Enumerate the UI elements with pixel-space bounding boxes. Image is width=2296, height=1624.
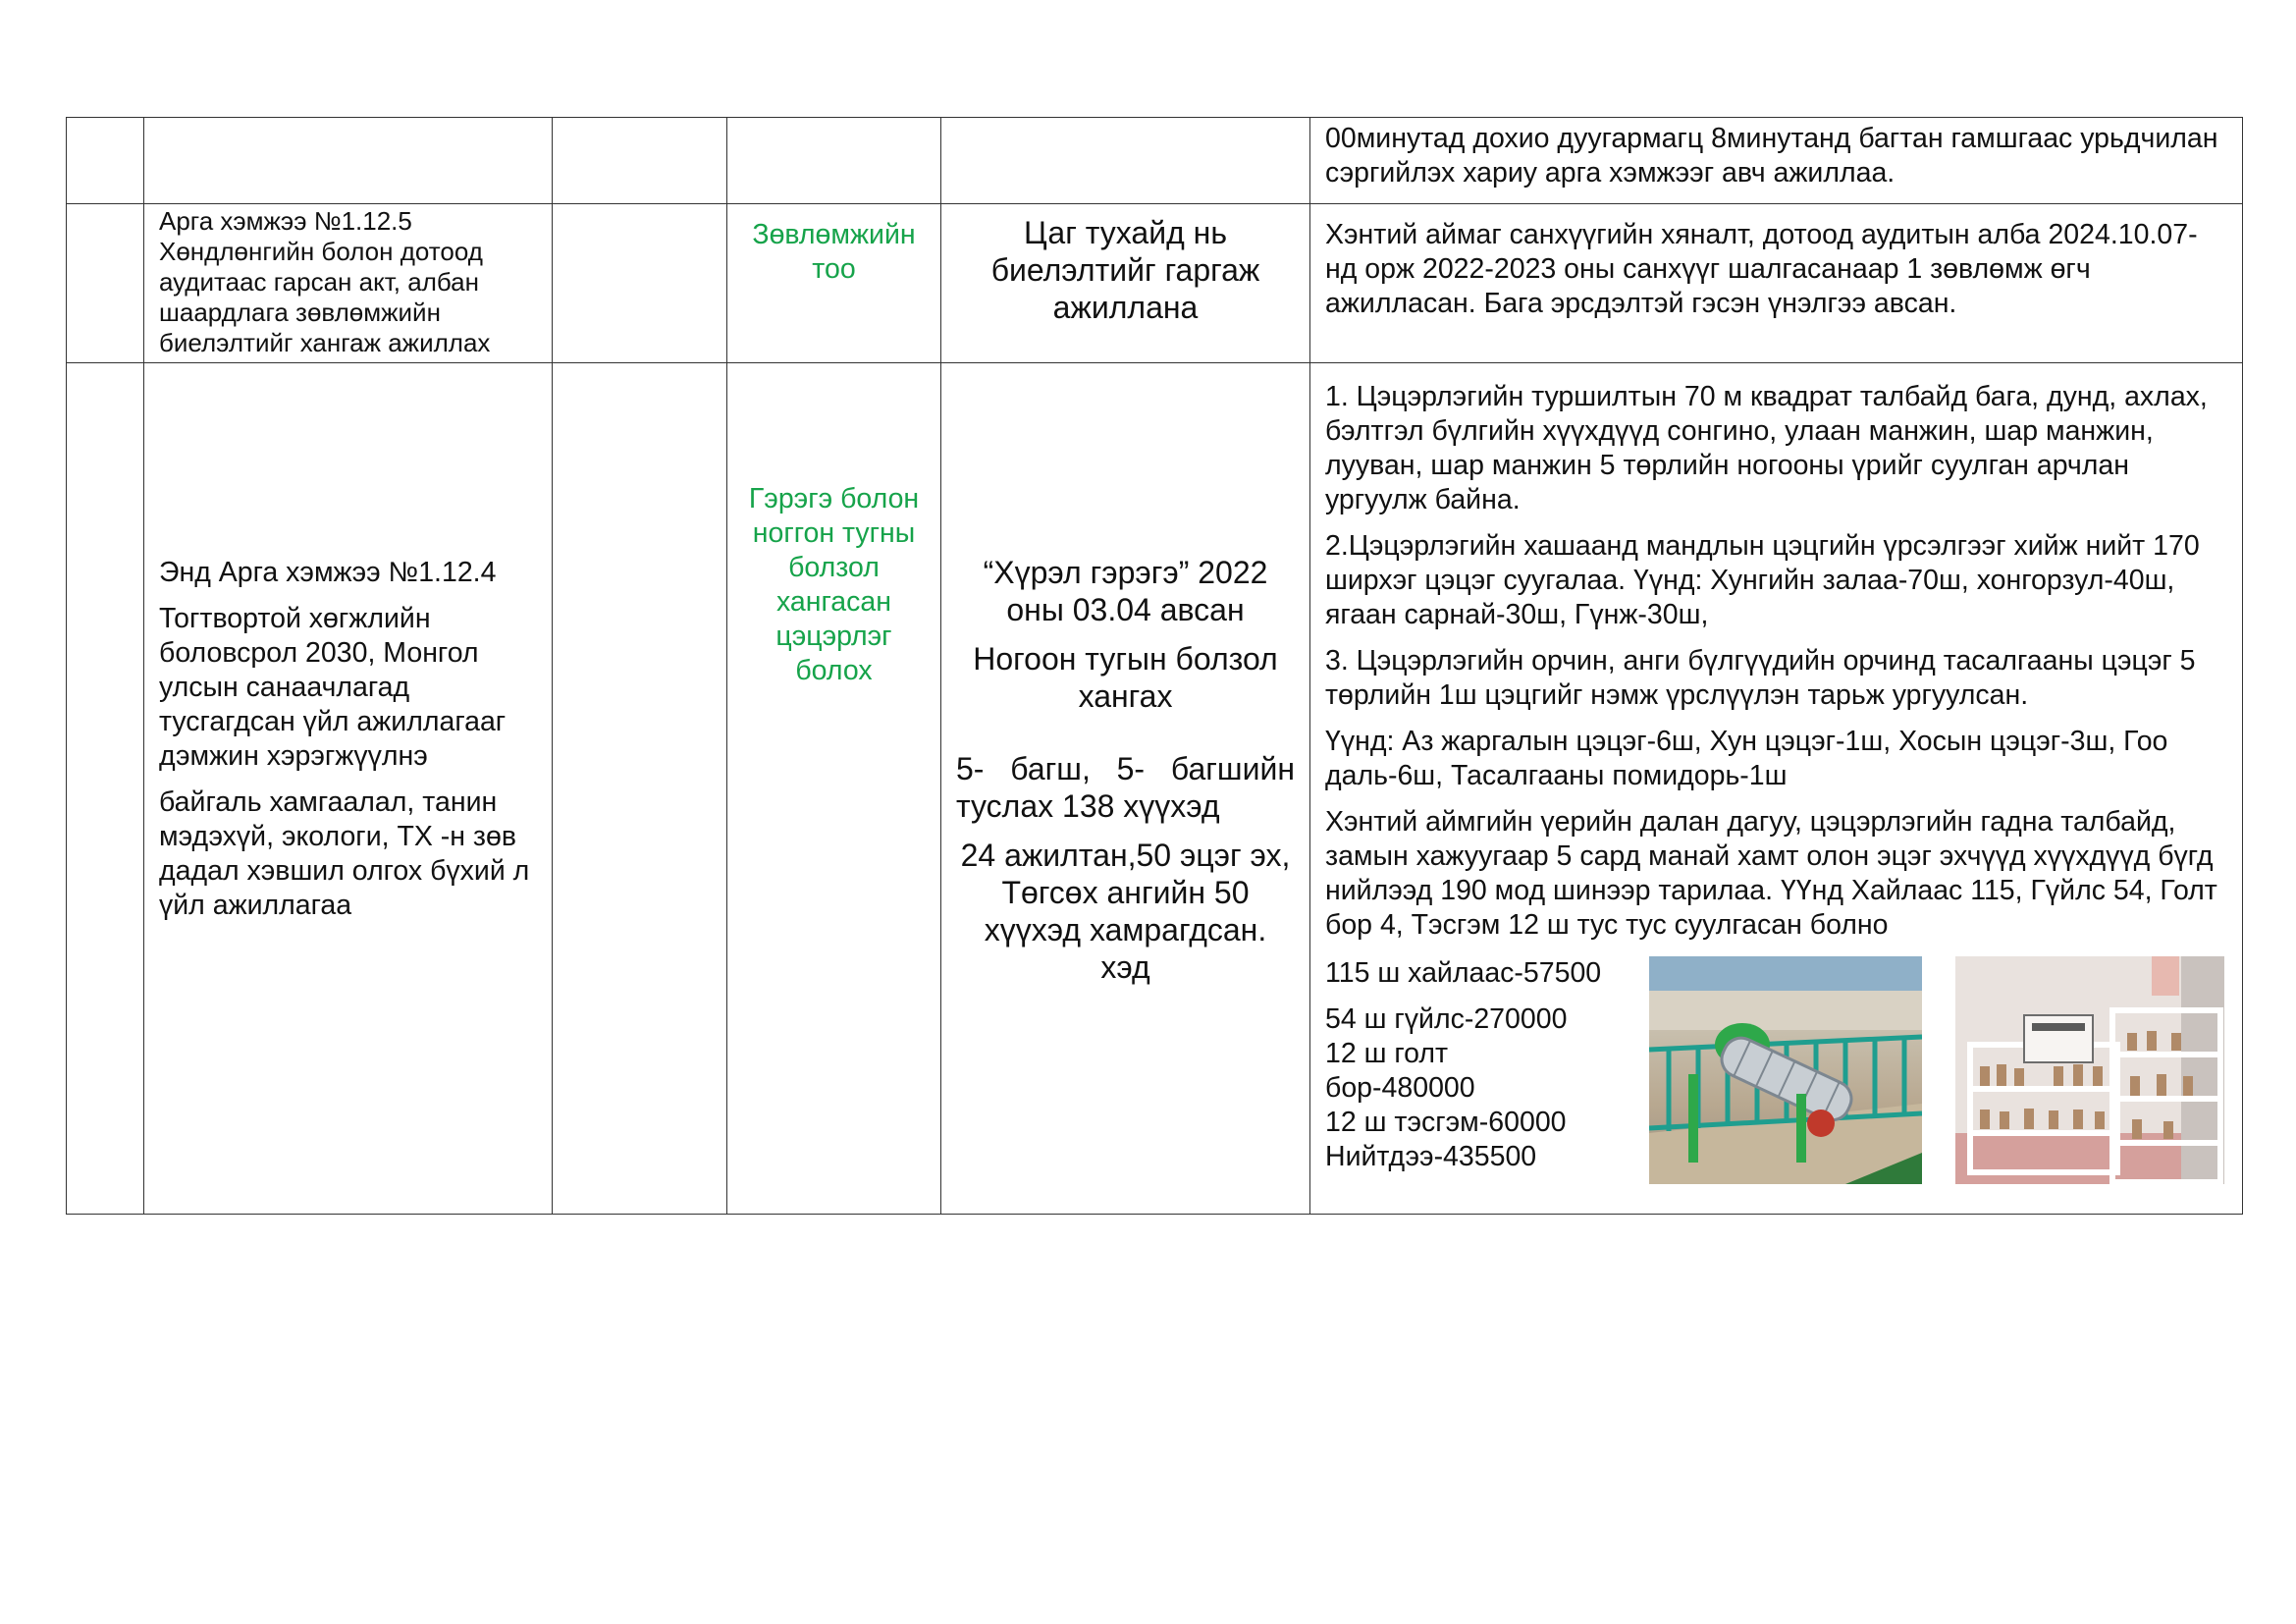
cell-empty	[553, 363, 727, 1215]
cell-measure	[144, 204, 553, 363]
indicator-text: Зөвлөмжийн тоо	[752, 219, 916, 285]
table-row	[67, 118, 2243, 204]
cell-number	[67, 363, 144, 1215]
photo-bottle-collector	[1649, 956, 1922, 1184]
cell-indicator	[727, 204, 941, 363]
measure-title: Энд Арга хэмжээ №1.12.4	[159, 557, 497, 588]
cell-empty	[553, 204, 727, 363]
measure-text: Арга хэмжээ №1.12.5 Хөндлөнгийн болон дотоод аудитаас гарсан акт, албан шаардлага зөвлөмжийн биелэлтийг хангаж ажиллах	[159, 206, 491, 357]
cell-target	[941, 118, 1310, 204]
cell-indicator	[727, 118, 941, 204]
cost-item: 115 ш хайлаас-57500	[1325, 957, 1602, 989]
cell-target	[941, 204, 1310, 363]
result-text: Хэнтий аймаг санхүүгийн хяналт, дотоод аудитын алба 2024.10.07-нд орж 2022-2023 оны санхүүг шалгасанаар 1 зөвлөмж өгч ажилласан. Бага эрсдэлтэй гэсэн үнэлгээ авсан.	[1325, 219, 2198, 319]
table-row	[67, 363, 2243, 1215]
action-plan-table	[66, 117, 2243, 1215]
table-row	[67, 204, 2243, 363]
result-paragraph-2: 2.Цэцэрлэгийн хашаанд мандлын цэцгийн үрсэлгээг хийж нийт 170 ширхэг цэцэг суугалаа. Үүнд: Хунгийн залаа-70ш, хонгорзул-40ш, ягаан сарнай-30ш, Гүнж-30ш,	[1325, 530, 2200, 630]
measure-body: Тогтвортой хөгжлийн боловсрол 2030, Монгол улсын санаачлагад тусгагдсан үйл ажиллагааг дэмжин хэрэгжүүлнэ	[159, 603, 507, 772]
target-text-3: 5- багш, 5- багшийн туслах 138 хүүхэд	[956, 751, 1295, 824]
result-paragraph-3: 3. Цэцэрлэгийн орчин, анги бүлгүүдийн орчинд тасалгааны цэцэг 5 төрлийн 1ш цэцгийг нэмж үрслүүлэн тарьж ургуулсан.	[1325, 645, 2196, 711]
cell-measure	[144, 363, 553, 1215]
target-text: Цаг тухайд нь биелэлтийг гаргаж ажиллана	[990, 215, 1260, 325]
cell-number	[67, 118, 144, 204]
cost-list	[1325, 956, 1649, 1174]
measure-extra: байгаль хамгаалал, танин мэдэхүй, экологи, ТХ -н зөв дадал хэвшил олгох бүхий л үйл ажиллагаа	[159, 786, 530, 921]
cell-measure	[144, 118, 553, 204]
photos-and-costs	[1325, 956, 2227, 1184]
cost-item: 12 ш голт бор-480000	[1325, 1038, 1475, 1104]
cell-target	[941, 363, 1310, 1215]
result-paragraph-5: Хэнтий аймгийн үерийн далан дагуу, цэцэрлэгийн гадна талбайд, замын хажуугаар 5 сард манай хамт олон эцэг эхчүүд хүүхдүүд бүгд нийлээд 190 мод шинээр тарилаа. ҮҮнд Хайлаас 115, Гүйлс 54, Голт бор 4, Тэсгэм 12 ш тус тус суулгасан болно	[1325, 806, 2217, 941]
photo-display-shelf-image	[1955, 956, 2224, 1184]
cell-result	[1310, 204, 2243, 363]
cost-item: 54 ш гүйлс-270000	[1325, 1003, 1568, 1035]
result-paragraph-4: Үүнд: Аз жаргалын цэцэг-6ш, Хун цэцэг-1ш, Хосын цэцэг-3ш, Гоо даль-6ш, Тасалгааны помидорь-1ш	[1325, 726, 2168, 791]
cell-indicator	[727, 363, 941, 1215]
target-text-2: Ногоон тугын болзол хангах	[973, 641, 1278, 714]
target-text-1: “Хүрэл гэрэгэ” 2022 оны 03.04 авсан	[983, 555, 1268, 627]
result-text: 00минутад дохио дуугармагц 8минутанд багтан гамшгаас урьдчилан сэргийлэх хариу арга хэмжээг авч ажиллаа.	[1325, 123, 2218, 189]
indicator-text: Гэрэгэ болон ноггон тугны болзол хангасан цэцэрлэг болох	[748, 483, 920, 686]
cell-result	[1310, 118, 2243, 204]
cell-result	[1310, 363, 2243, 1215]
photo-display-shelf	[1955, 956, 2224, 1184]
cell-empty	[553, 118, 727, 204]
cost-total: Нийтдээ-435500	[1325, 1141, 1537, 1172]
result-paragraph-1: 1. Цэцэрлэгийн туршилтын 70 м квадрат талбайд бага, дунд, ахлах, бэлтгэл бүлгийн хүүхдүүд сонгино, улаан манжин, шар манжин, лууван, шар манжин 5 төрлийн ногооны үрийг суулган арчлан ургуулж байна.	[1325, 381, 2208, 515]
cell-number	[67, 204, 144, 363]
target-text-4: 24 ажилтан,50 эцэг эх, Төгсөх ангийн 50 хүүхэд хамрагдсан. хэд	[960, 838, 1291, 985]
cost-item: 12 ш тэсгэм-60000	[1325, 1107, 1567, 1138]
photo-bottle-collector-image	[1649, 956, 1922, 1184]
